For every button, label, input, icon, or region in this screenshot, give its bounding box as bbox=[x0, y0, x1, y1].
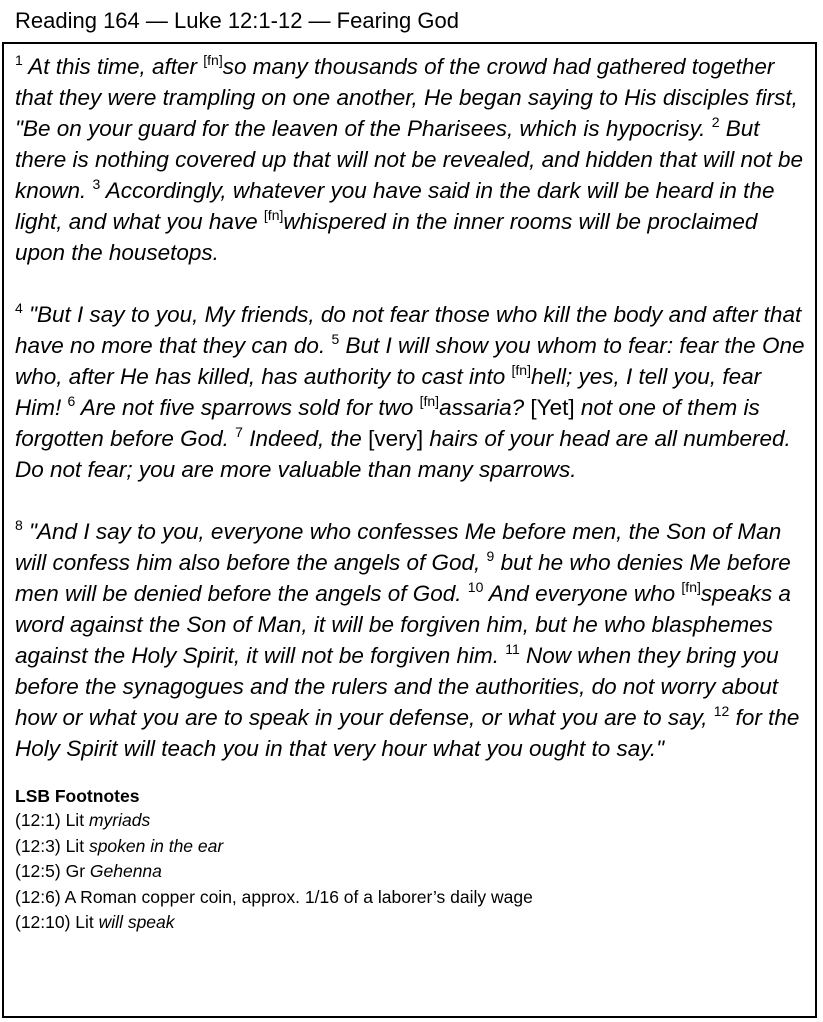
footnote-text: myriads bbox=[88, 810, 151, 830]
paragraph-3 bbox=[15, 516, 810, 764]
verse-text: so many thousands of the crowd had gathered together that they were trampling on one another, He began saying to His disciples first, "Be on your guard for the leaven of the Pharisees, which is hypocrisy. bbox=[15, 54, 798, 141]
footnote-marker[interactable]: [fn] bbox=[263, 206, 284, 223]
verse-number: 2 bbox=[711, 113, 720, 130]
verse-text: hairs of your head are all numbered. Do not fear; you are more valuable than many sparrows. bbox=[15, 426, 791, 482]
translator-addition: [Yet] bbox=[530, 395, 575, 420]
verse-number: 7 bbox=[235, 423, 243, 440]
verse-text: speaks a word against the Son of Man, it will be forgiven him, but he who blasphemes against the Holy Spirit, it will not be forgiven him. bbox=[15, 581, 791, 668]
footnote-ref: (12:3) Lit bbox=[15, 835, 89, 856]
page-title: Reading 164 — Luke 12:1-12 — Fearing God bbox=[15, 8, 459, 33]
footnote-text: will speak bbox=[98, 912, 175, 932]
verse-number: 4 bbox=[15, 299, 23, 316]
verse-text: Indeed, the bbox=[242, 426, 369, 451]
footnote-marker[interactable]: [fn] bbox=[511, 361, 531, 378]
verse-text: But there is nothing covered up that will not be revealed, and hidden that will not be known. bbox=[15, 116, 804, 203]
footnote-marker[interactable]: [fn] bbox=[203, 51, 223, 68]
footnote-ref: (12:6) A Roman copper coin, approx. 1/16 of a laborer’s daily wage bbox=[15, 886, 533, 907]
verse-number: 6 bbox=[67, 392, 76, 409]
reading-content bbox=[15, 51, 810, 936]
verse-text: Accordingly, whatever you have said in the dark will be heard in the light, and what you have bbox=[15, 178, 775, 234]
footnote-ref: (12:5) Gr bbox=[15, 861, 90, 881]
verse-text: "But I say to you, My friends, do not fear those who kill the body and after that have no more that they can do. bbox=[15, 302, 802, 358]
footnote-item bbox=[15, 808, 810, 834]
verse-text: assaria? bbox=[439, 395, 531, 420]
verse-text: And everyone who bbox=[483, 581, 682, 606]
verse-number: 1 bbox=[15, 51, 23, 68]
footnote-marker[interactable]: [fn] bbox=[419, 392, 440, 409]
footnote-item bbox=[15, 885, 810, 911]
footnote-item bbox=[15, 910, 810, 936]
paragraph-1 bbox=[15, 51, 810, 268]
verse-number: 3 bbox=[92, 175, 101, 192]
verse-text: But I will show you whom to fear: fear the One who, after He has killed, has authority to cast into bbox=[15, 333, 805, 389]
footnote-text: Gehenna bbox=[89, 861, 162, 881]
verse-text: whispered in the inner rooms will be proclaimed upon the housetops. bbox=[15, 209, 758, 265]
footnote-item bbox=[15, 834, 810, 860]
verse-number: 12 bbox=[713, 702, 730, 719]
verse-text: not one of them is forgotten before God. bbox=[15, 395, 760, 451]
verse-number: 11 bbox=[505, 640, 520, 657]
footnote-marker[interactable]: [fn] bbox=[681, 578, 701, 595]
footnote-text: spoken in the ear bbox=[88, 835, 224, 856]
translator-addition: [very] bbox=[368, 426, 424, 451]
verse-number: 9 bbox=[486, 547, 495, 564]
footnote-item bbox=[15, 859, 810, 885]
verse-number: 10 bbox=[467, 578, 484, 595]
footnotes-heading: LSB Footnotes bbox=[15, 786, 140, 806]
verse-text: hell; yes, I tell you, fear Him! bbox=[15, 364, 762, 420]
footnotes-section bbox=[15, 784, 810, 936]
verse-number: 5 bbox=[331, 330, 340, 347]
verse-text: but he who denies Me before men will be denied before the angels of God. bbox=[15, 550, 791, 606]
footnote-ref: (12:10) Lit bbox=[15, 912, 99, 932]
verse-text: Are not five sparrows sold for two bbox=[75, 395, 420, 420]
footnote-ref: (12:1) Lit bbox=[15, 810, 89, 830]
verse-text: for the Holy Spirit will teach you in that very hour what you ought to say." bbox=[15, 705, 800, 761]
verse-text: Now when they bring you before the synagogues and the rulers and the authorities, do not worry about how or what you are to speak in your defense, or what you are to say, bbox=[15, 643, 779, 730]
paragraph-2 bbox=[15, 299, 810, 485]
verse-number: 8 bbox=[15, 516, 23, 533]
verse-text: At this time, after bbox=[22, 54, 204, 79]
verse-text: "And I say to you, everyone who confesses Me before men, the Son of Man will confess him also before the angels of God, bbox=[15, 519, 782, 575]
